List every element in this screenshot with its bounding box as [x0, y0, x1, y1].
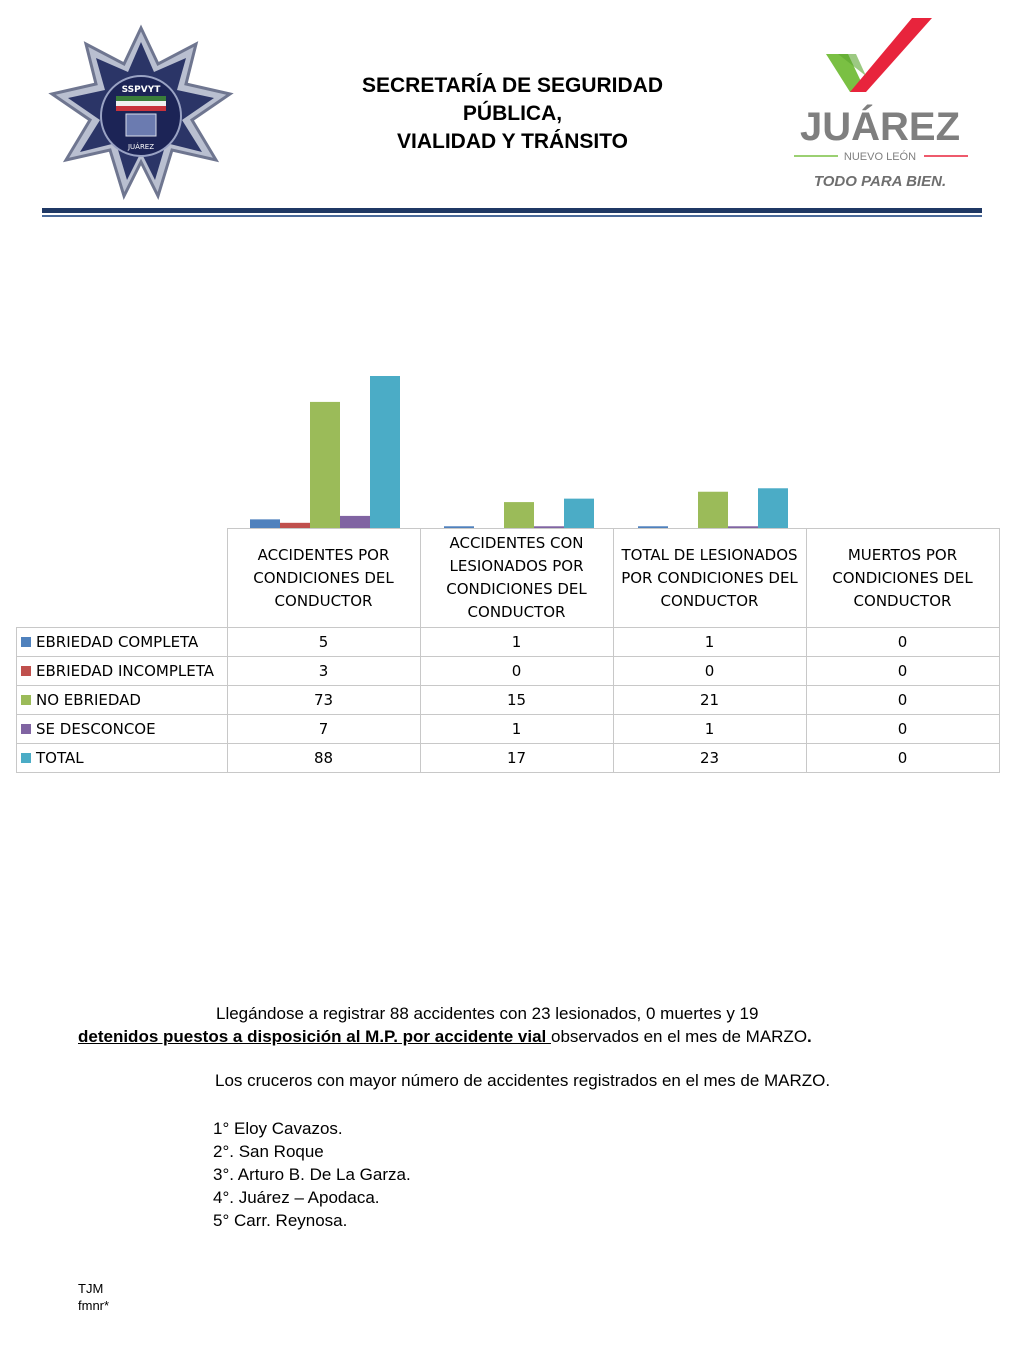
category-header: [613, 529, 806, 628]
table-cell-value: 0: [420, 657, 613, 686]
footer-initials: [78, 1280, 109, 1314]
category-header: [227, 529, 420, 628]
bar: [564, 499, 594, 528]
table-corner: [17, 529, 228, 628]
legend-swatch: [21, 666, 31, 676]
table-cell-value: 1: [420, 715, 613, 744]
table-row: [17, 628, 1000, 657]
category-label-line: MUERTOS POR: [847, 545, 958, 564]
series-name: EBRIEDAD INCOMPLETA: [36, 662, 214, 680]
series-legend-label: [17, 744, 228, 773]
series-name: SE DESCONCOE: [36, 720, 156, 738]
table-cell-value: 15: [420, 686, 613, 715]
series-name: EBRIEDAD COMPLETA: [36, 633, 199, 651]
table-cell-value: 1: [613, 628, 806, 657]
header-divider-thick: [42, 208, 982, 213]
title-line-1: SECRETARÍA DE SEGURIDAD: [361, 74, 664, 97]
series-name: TOTAL: [36, 749, 84, 767]
category-label-line: POR CONDICIONES DEL: [621, 568, 798, 587]
category-label-line: CONDICIONES DEL: [832, 568, 973, 587]
bar: [758, 488, 788, 528]
category-label-line: TOTAL DE LESIONADOS: [621, 545, 798, 564]
category-label-line: ACCIDENTES CON: [449, 534, 584, 552]
bar: [310, 402, 340, 528]
bar: [370, 376, 400, 528]
footer-line-1: TJM: [78, 1281, 104, 1296]
series-legend-label: [17, 657, 228, 686]
category-label-line: ACCIDENTES POR: [257, 545, 390, 564]
title-line-3: VIALIDAD Y TRÁNSITO: [396, 130, 629, 153]
table-cell-value: 0: [806, 628, 999, 657]
summary-detenidos-highlight: detenidos puestos a disposición al M.P. por accidente vial: [78, 1027, 551, 1046]
bar: [698, 492, 728, 528]
table-cell-value: 3: [227, 657, 420, 686]
table-cell-value: 0: [613, 657, 806, 686]
category-label-line: CONDUCTOR: [853, 591, 952, 610]
logo-check-red-shape: [850, 18, 932, 92]
brand-slogan: TODO PARA BIEN.: [813, 173, 947, 190]
category-label-line: CONDICIONES DEL: [446, 580, 587, 598]
list-item: 5° Carr. Reynosa.: [213, 1211, 348, 1230]
table-cell-value: 5: [227, 628, 420, 657]
table-header-row: [17, 529, 1000, 628]
category-label-line: CONDICIONES DEL: [253, 568, 394, 587]
table-cell-value: 88: [227, 744, 420, 773]
legend-swatch: [21, 753, 31, 763]
bar: [250, 519, 280, 528]
legend-swatch: [21, 637, 31, 647]
table-cell-value: 1: [613, 715, 806, 744]
category-header: [806, 529, 999, 628]
summary-line-1: Llegándose a registrar 88 accidentes con 23 lesionados, 0 muertes y 19: [216, 1004, 759, 1023]
sspvyt-badge-logo: [46, 24, 236, 202]
title-line-2: PÚBLICA,: [462, 102, 563, 125]
footer-line-2: fmnr*: [78, 1298, 110, 1313]
series-legend-label: [17, 715, 228, 744]
table-row: [17, 715, 1000, 744]
table-cell-value: 0: [806, 744, 999, 773]
badge-subtext: JUÁREZ: [127, 143, 155, 151]
list-item: 4°. Juárez – Apodaca.: [213, 1188, 380, 1207]
table-row: [17, 744, 1000, 773]
table-cell-value: 0: [806, 715, 999, 744]
table-cell-value: 1: [420, 628, 613, 657]
list-item: 2°. San Roque: [213, 1142, 324, 1161]
page-title: [330, 72, 695, 156]
table-cell-value: 0: [806, 686, 999, 715]
bar: [504, 502, 534, 528]
bar: [340, 516, 370, 528]
series-name: NO EBRIEDAD: [36, 691, 141, 709]
header-divider-thin: [42, 215, 982, 217]
table-row: [17, 657, 1000, 686]
series-legend-label: [17, 628, 228, 657]
table-cell-value: 23: [613, 744, 806, 773]
category-label-line: LESIONADOS POR: [449, 557, 584, 575]
summary-period: .: [807, 1027, 812, 1046]
cruceros-ranking-list: [213, 1117, 411, 1232]
category-label-line: CONDUCTOR: [467, 603, 566, 621]
cruceros-intro: Los cruceros con mayor número de accidentes registrados en el mes de MARZO.: [215, 1071, 831, 1090]
table-row: [17, 686, 1000, 715]
list-item: 3°. Arturo B. De La Garza.: [213, 1165, 411, 1184]
legend-swatch: [21, 695, 31, 705]
table-cell-value: 17: [420, 744, 613, 773]
series-legend-label: [17, 686, 228, 715]
brand-state: NUEVO LEÓN: [843, 151, 917, 163]
brand-name: JUÁREZ: [799, 105, 961, 149]
legend-swatch: [21, 724, 31, 734]
juarez-municipal-logo: [786, 14, 986, 194]
table-cell-value: 73: [227, 686, 420, 715]
badge-text: SSPVYT: [121, 85, 161, 95]
category-header: [420, 529, 613, 628]
table-cell-value: 7: [227, 715, 420, 744]
chart-data-table: [16, 528, 1000, 773]
list-item: 1° Eloy Cavazos.: [213, 1119, 343, 1138]
bar-chart-plot: [228, 360, 1006, 530]
table-cell-value: 0: [806, 657, 999, 686]
summary-line-2-rest: observados en el mes de MARZO: [550, 1027, 808, 1046]
table-cell-value: 21: [613, 686, 806, 715]
summary-line-2: [78, 1025, 812, 1048]
category-label-line: CONDUCTOR: [274, 591, 373, 610]
category-label-line: CONDUCTOR: [660, 591, 759, 610]
